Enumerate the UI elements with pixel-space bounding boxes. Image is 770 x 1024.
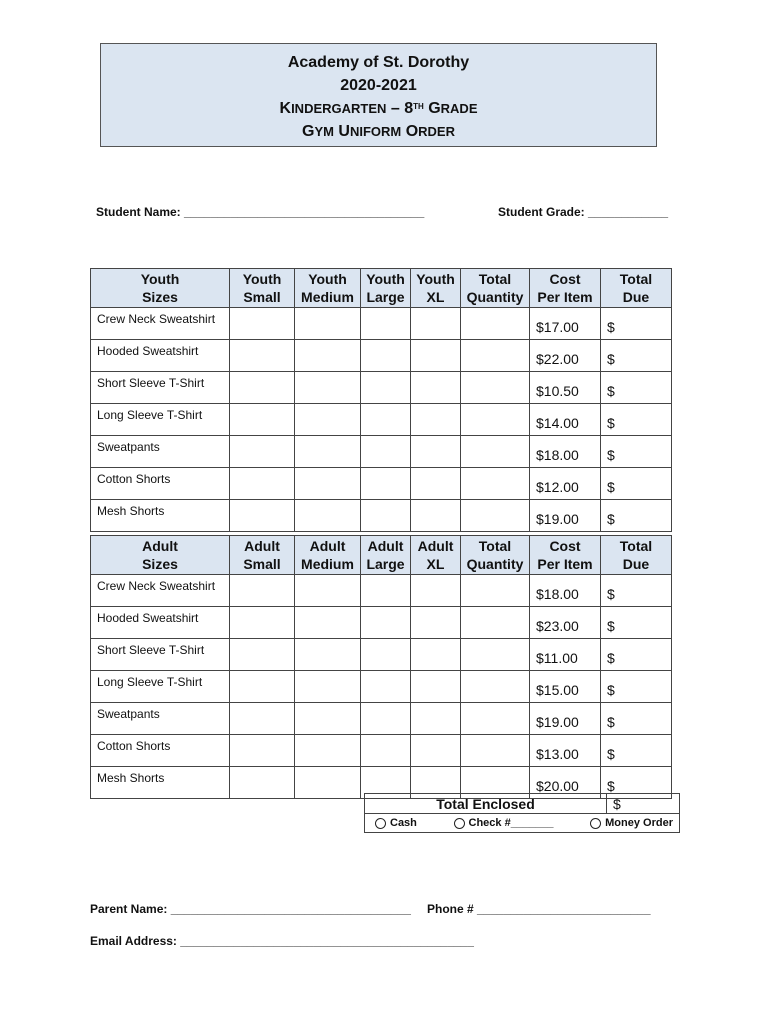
table-row: [91, 500, 672, 532]
small-qty-cell[interactable]: [230, 404, 295, 436]
table-row: [91, 703, 672, 735]
item-name: Cotton Shorts: [91, 468, 230, 500]
item-name: Crew Neck Sweatshirt: [91, 575, 230, 607]
table-row: [91, 436, 672, 468]
total-qty-cell[interactable]: [461, 468, 530, 500]
school-year: 2020-2021: [340, 77, 417, 94]
medium-qty-cell[interactable]: [295, 372, 361, 404]
large-qty-cell[interactable]: [361, 372, 411, 404]
item-name: Short Sleeve T-Shirt: [91, 639, 230, 671]
xl-qty-cell[interactable]: [411, 468, 461, 500]
total-qty-cell[interactable]: [461, 308, 530, 340]
payment-method-row: [365, 814, 680, 833]
item-name: Short Sleeve T-Shirt: [91, 372, 230, 404]
xl-qty-cell[interactable]: [411, 436, 461, 468]
cash-option[interactable]: Cash: [375, 817, 417, 829]
medium-qty-cell[interactable]: [295, 575, 361, 607]
header-quantity: Total Quantity: [461, 269, 530, 308]
total-qty-cell[interactable]: [461, 500, 530, 532]
student-name-field[interactable]: Student Name: ____________________________________: [96, 205, 425, 219]
cost-per-item: $22.00: [530, 340, 601, 372]
medium-qty-cell[interactable]: [295, 639, 361, 671]
table-row: [91, 372, 672, 404]
large-qty-cell[interactable]: [361, 703, 411, 735]
header-xl: Youth XL: [411, 269, 461, 308]
total-enclosed-table: [364, 793, 680, 833]
large-qty-cell[interactable]: [361, 607, 411, 639]
total-qty-cell[interactable]: [461, 372, 530, 404]
cost-per-item: $17.00: [530, 308, 601, 340]
table-row: [91, 671, 672, 703]
small-qty-cell[interactable]: [230, 639, 295, 671]
large-qty-cell[interactable]: [361, 468, 411, 500]
header-medium: Youth Medium: [295, 269, 361, 308]
item-name: Sweatpants: [91, 703, 230, 735]
header-item: Adult Sizes: [91, 536, 230, 575]
cost-per-item: $15.00: [530, 671, 601, 703]
parent-name-field[interactable]: Parent Name: ____________________________________: [90, 902, 411, 916]
header-due: Total Due: [601, 536, 672, 575]
item-name: Long Sleeve T-Shirt: [91, 671, 230, 703]
email-field[interactable]: Email Address: ____________________________________________: [90, 934, 474, 948]
medium-qty-cell[interactable]: [295, 767, 361, 799]
xl-qty-cell[interactable]: [411, 639, 461, 671]
total-qty-cell[interactable]: [461, 639, 530, 671]
large-qty-cell[interactable]: [361, 735, 411, 767]
radio-icon[interactable]: [454, 818, 465, 829]
total-due-cell[interactable]: $: [601, 404, 672, 436]
total-due-cell[interactable]: $: [601, 340, 672, 372]
medium-qty-cell[interactable]: [295, 436, 361, 468]
small-qty-cell[interactable]: [230, 767, 295, 799]
total-due-cell[interactable]: $: [601, 575, 672, 607]
large-qty-cell[interactable]: [361, 436, 411, 468]
total-due-cell[interactable]: $: [601, 639, 672, 671]
cost-per-item: $13.00: [530, 735, 601, 767]
xl-qty-cell[interactable]: [411, 735, 461, 767]
check-option[interactable]: Check #_______: [454, 817, 554, 829]
student-grade-field[interactable]: Student Grade: ____________: [498, 205, 669, 219]
total-qty-cell[interactable]: [461, 703, 530, 735]
total-qty-cell[interactable]: [461, 340, 530, 372]
table-row: [91, 308, 672, 340]
small-qty-cell[interactable]: [230, 607, 295, 639]
xl-qty-cell[interactable]: [411, 404, 461, 436]
cost-per-item: $19.00: [530, 703, 601, 735]
item-name: Cotton Shorts: [91, 735, 230, 767]
small-qty-cell[interactable]: [230, 436, 295, 468]
radio-icon[interactable]: [375, 818, 386, 829]
cost-per-item: $19.00: [530, 500, 601, 532]
header-large: Adult Large: [361, 536, 411, 575]
small-qty-cell[interactable]: [230, 468, 295, 500]
form-title: GYM UNIFORM ORDER: [302, 123, 455, 140]
medium-qty-cell[interactable]: [295, 340, 361, 372]
total-enclosed-amount[interactable]: $: [607, 794, 680, 814]
header-medium: Adult Medium: [295, 536, 361, 575]
header-quantity: Total Quantity: [461, 536, 530, 575]
cost-per-item: $18.00: [530, 575, 601, 607]
small-qty-cell[interactable]: [230, 671, 295, 703]
total-due-cell[interactable]: $: [601, 308, 672, 340]
item-name: Hooded Sweatshirt: [91, 607, 230, 639]
cost-per-item: $12.00: [530, 468, 601, 500]
header-small: Adult Small: [230, 536, 295, 575]
youth-order-table: [90, 268, 672, 532]
medium-qty-cell[interactable]: [295, 735, 361, 767]
item-name: Sweatpants: [91, 436, 230, 468]
form-header: [100, 43, 657, 147]
cost-per-item: $18.00: [530, 436, 601, 468]
small-qty-cell[interactable]: [230, 575, 295, 607]
medium-qty-cell[interactable]: [295, 468, 361, 500]
large-qty-cell[interactable]: [361, 639, 411, 671]
small-qty-cell[interactable]: [230, 308, 295, 340]
medium-qty-cell[interactable]: [295, 607, 361, 639]
large-qty-cell[interactable]: [361, 404, 411, 436]
total-due-cell[interactable]: $: [601, 671, 672, 703]
total-qty-cell[interactable]: [461, 436, 530, 468]
table-row: [91, 340, 672, 372]
total-qty-cell[interactable]: [461, 671, 530, 703]
xl-qty-cell[interactable]: [411, 500, 461, 532]
table-row: [91, 404, 672, 436]
table-row: [91, 468, 672, 500]
large-qty-cell[interactable]: [361, 308, 411, 340]
radio-icon[interactable]: [590, 818, 601, 829]
medium-qty-cell[interactable]: [295, 500, 361, 532]
total-due-cell[interactable]: $: [601, 372, 672, 404]
small-qty-cell[interactable]: [230, 735, 295, 767]
xl-qty-cell[interactable]: [411, 340, 461, 372]
item-name: Hooded Sweatshirt: [91, 340, 230, 372]
total-due-cell[interactable]: $: [601, 735, 672, 767]
total-qty-cell[interactable]: [461, 575, 530, 607]
large-qty-cell[interactable]: [361, 671, 411, 703]
total-due-cell[interactable]: $: [601, 500, 672, 532]
header-item: Youth Sizes: [91, 269, 230, 308]
header-due: Total Due: [601, 269, 672, 308]
xl-qty-cell[interactable]: [411, 372, 461, 404]
total-due-cell[interactable]: $: [601, 436, 672, 468]
header-cost: Cost Per Item: [530, 536, 601, 575]
cost-per-item: $11.00: [530, 639, 601, 671]
table-row: [91, 607, 672, 639]
school-name: Academy of St. Dorothy: [287, 54, 470, 71]
total-due-cell[interactable]: $: [601, 767, 672, 799]
total-due-cell[interactable]: $: [601, 703, 672, 735]
total-due-cell[interactable]: $: [601, 468, 672, 500]
adult-header-row: [91, 536, 672, 575]
xl-qty-cell[interactable]: [411, 703, 461, 735]
header-small: Youth Small: [230, 269, 295, 308]
total-qty-cell[interactable]: [461, 607, 530, 639]
small-qty-cell[interactable]: [230, 372, 295, 404]
large-qty-cell[interactable]: [361, 500, 411, 532]
medium-qty-cell[interactable]: [295, 404, 361, 436]
small-qty-cell[interactable]: [230, 500, 295, 532]
cost-per-item: $23.00: [530, 607, 601, 639]
small-qty-cell[interactable]: [230, 703, 295, 735]
medium-qty-cell[interactable]: [295, 703, 361, 735]
total-enclosed-label: Total Enclosed: [365, 794, 607, 814]
large-qty-cell[interactable]: [361, 575, 411, 607]
xl-qty-cell[interactable]: [411, 575, 461, 607]
small-qty-cell[interactable]: [230, 340, 295, 372]
cost-per-item: $10.50: [530, 372, 601, 404]
header-xl: Adult XL: [411, 536, 461, 575]
item-name: Long Sleeve T-Shirt: [91, 404, 230, 436]
youth-header-row: [91, 269, 672, 308]
total-qty-cell[interactable]: [461, 735, 530, 767]
total-due-cell[interactable]: $: [601, 607, 672, 639]
table-row: [91, 575, 672, 607]
phone-field[interactable]: Phone # __________________________: [427, 902, 651, 916]
total-qty-cell[interactable]: [461, 404, 530, 436]
table-row: [91, 639, 672, 671]
large-qty-cell[interactable]: [361, 340, 411, 372]
adult-order-table: [90, 535, 672, 799]
medium-qty-cell[interactable]: [295, 308, 361, 340]
table-row: [91, 735, 672, 767]
header-cost: Cost Per Item: [530, 269, 601, 308]
medium-qty-cell[interactable]: [295, 671, 361, 703]
item-name: Mesh Shorts: [91, 767, 230, 799]
money-order-option[interactable]: Money Order: [590, 817, 673, 829]
grade-range: KINDERGARTEN – 8TH GRADE: [279, 100, 478, 117]
item-name: Crew Neck Sweatshirt: [91, 308, 230, 340]
cost-per-item: $20.00: [530, 767, 601, 799]
xl-qty-cell[interactable]: [411, 671, 461, 703]
xl-qty-cell[interactable]: [411, 607, 461, 639]
cost-per-item: $14.00: [530, 404, 601, 436]
item-name: Mesh Shorts: [91, 500, 230, 532]
header-large: Youth Large: [361, 269, 411, 308]
xl-qty-cell[interactable]: [411, 308, 461, 340]
